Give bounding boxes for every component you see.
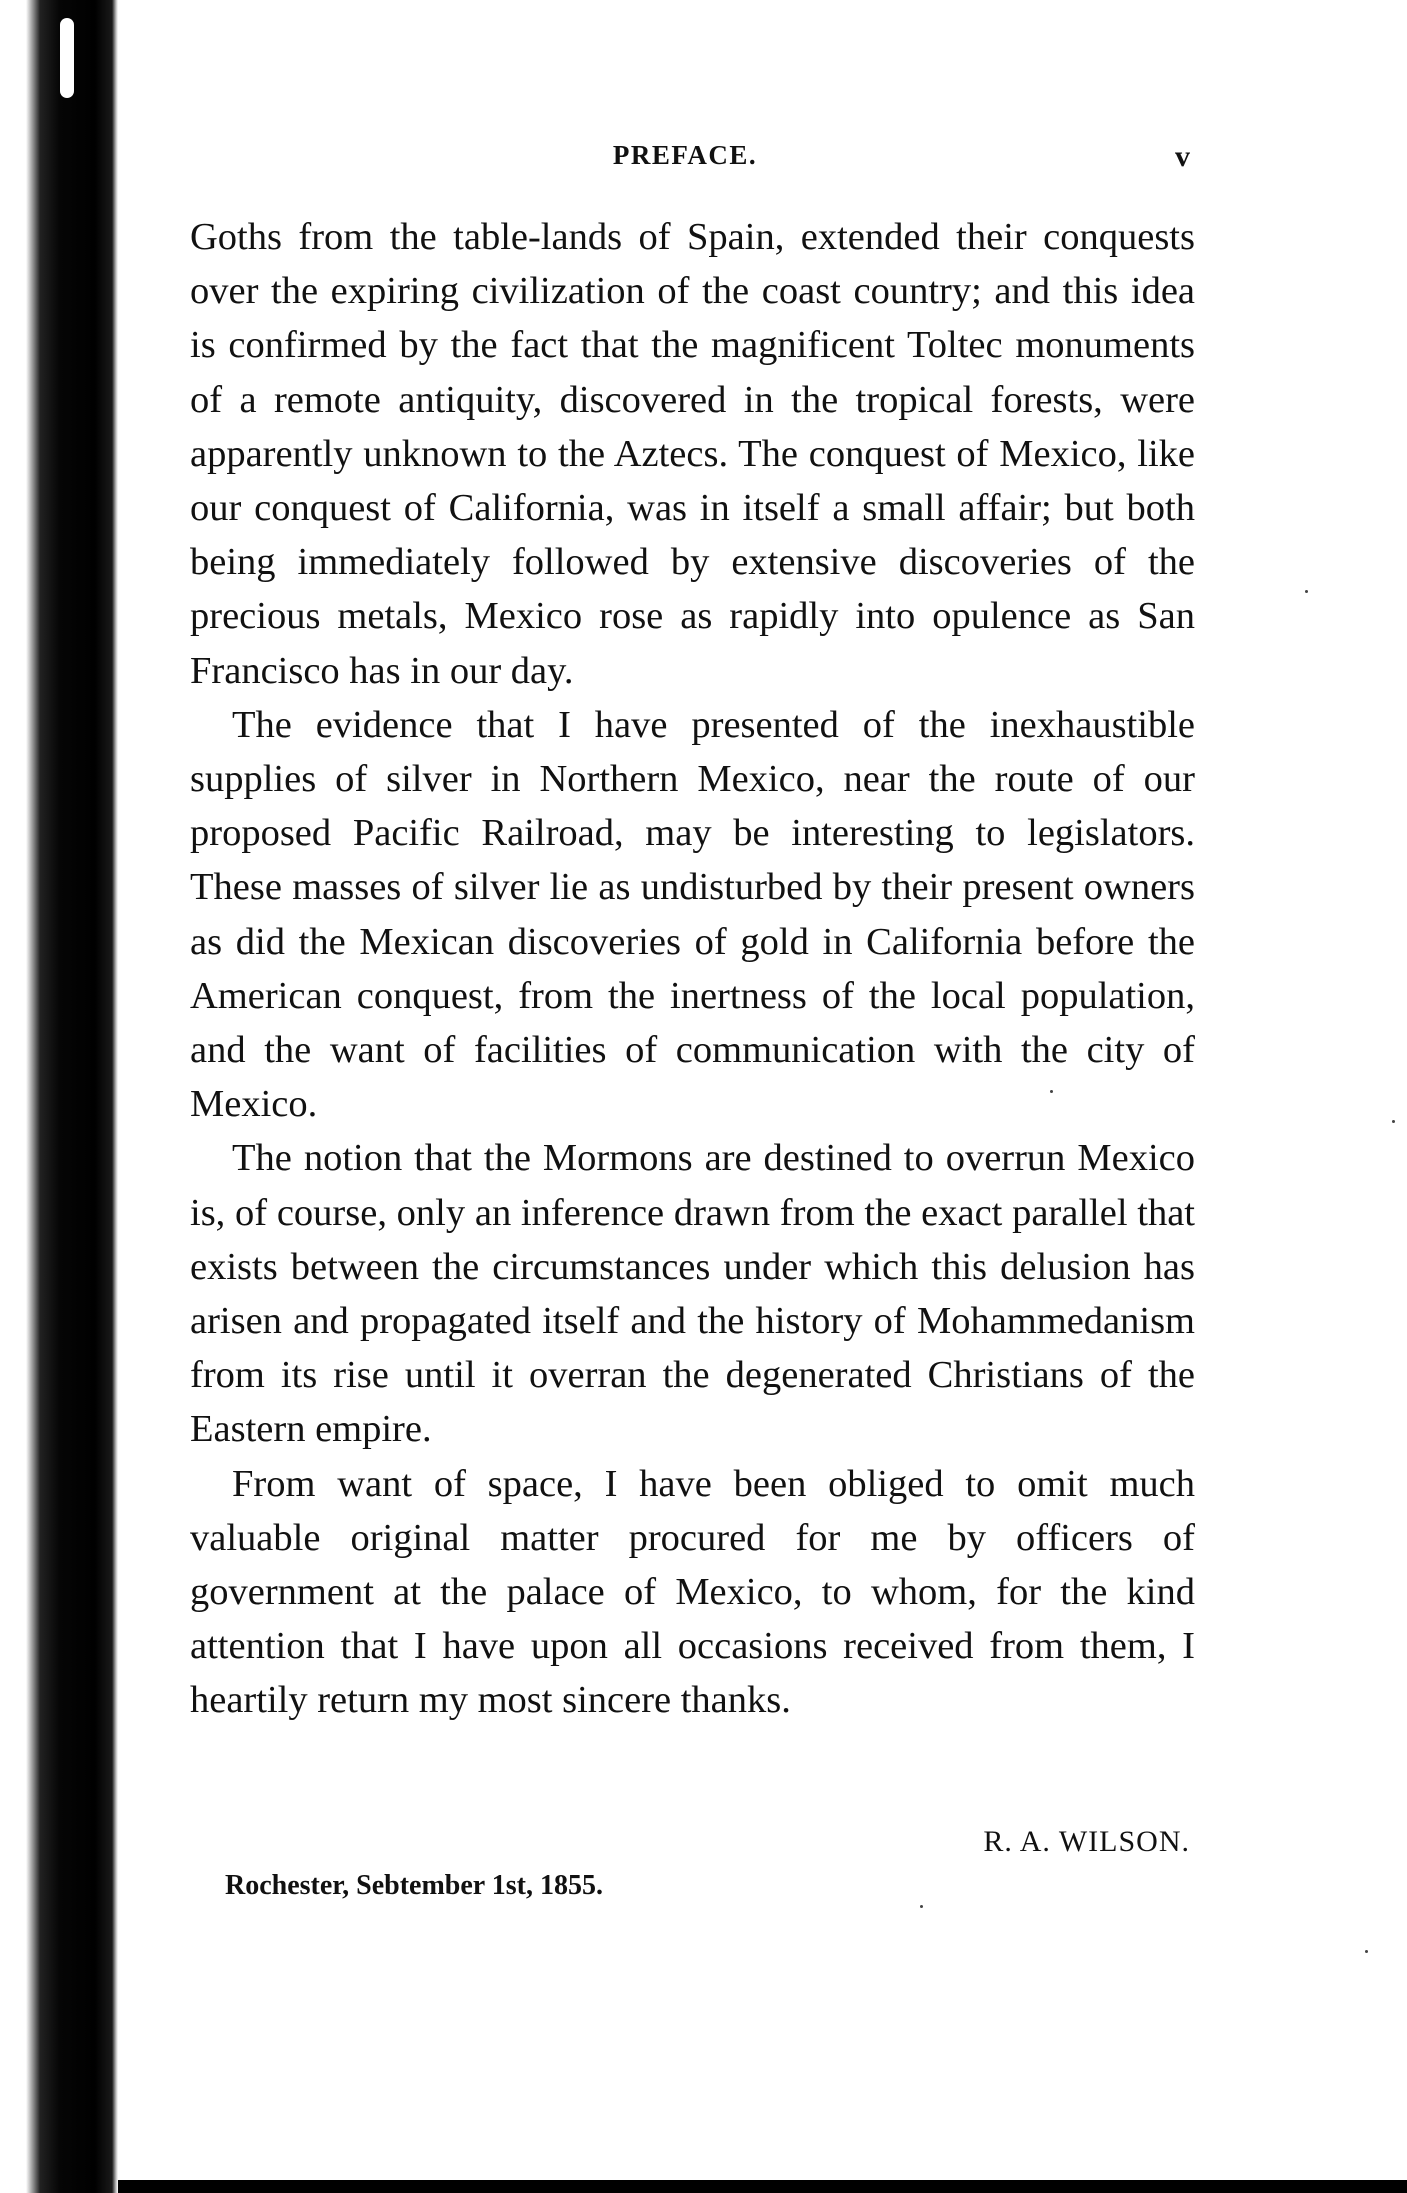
book-spine-shadow	[0, 0, 118, 2193]
paragraph-2: The evidence that I have presented of the inexhaustible supplies of silver in Northern Mexico, near the route of our proposed Pacific Railroad, may be interesting to legislators. These masses of silver lie as undisturbed by their present owners as did the Mexican discoveries of gold in California before the American conquest, from the inertness of the local population, and the want of facilities of communication with the city of Mexico.	[190, 703, 1195, 1126]
paragraph-3: The notion that the Mormons are destined to overrun Mexico is, of course, only an inference drawn from the exact parallel that exists between the circumstances under which this delusion has arisen and propagated itself and the history of Mohammedanism from its rise until it overran the degenerated Christians of the Eastern empire.	[190, 1137, 1195, 1451]
page-header	[180, 140, 1190, 180]
scan-speck	[920, 1905, 923, 1908]
scan-speck	[1305, 590, 1308, 593]
paragraph-4: From want of space, I have been obliged to omit much valuable original matter procured for me by officers of government at the palace of Mexico, to whom, for the kind attention that I have upon all occasions received from them, I heartily return my most sincere thanks.	[190, 1462, 1195, 1722]
spine-notch	[60, 18, 74, 98]
author-signature: R. A. WILSON.	[983, 1825, 1190, 1858]
scan-speck	[1050, 1090, 1053, 1093]
running-head: PREFACE.	[612, 140, 758, 170]
page-number: v	[1175, 140, 1190, 173]
scan-speck	[1365, 1950, 1368, 1953]
place-and-date: Rochester, Sebtember 1st, 1855.	[225, 1870, 603, 1901]
scan-speck	[1392, 1120, 1395, 1123]
preface-body	[190, 210, 1195, 1728]
page-bottom-edge	[118, 2180, 1407, 2193]
paragraph-1: Goths from the table-lands of Spain, extended their conquests over the expiring civilization of the coast country; and this idea is confirmed by the fact that the magnificent Toltec monuments of a remote antiquity, discovered in the tropical forests, were apparently unknown to the Aztecs. The conquest of Mexico, like our conquest of California, was in itself a small affair; but both being immediately followed by extensive discoveries of the precious metals, Mexico rose as rapidly into opulence as San Francisco has in our day.	[190, 216, 1195, 692]
